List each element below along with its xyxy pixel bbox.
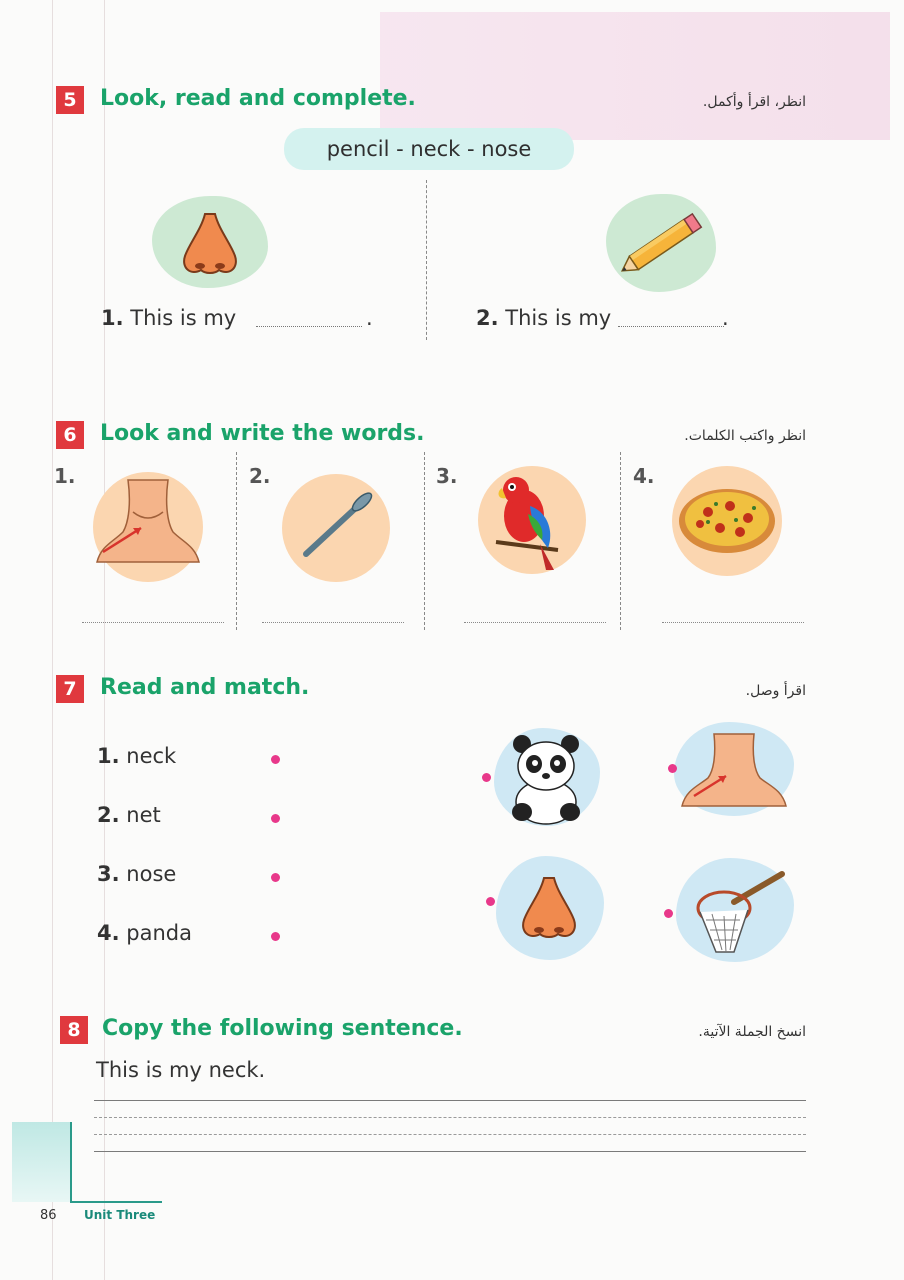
margin-line-right: [104, 0, 105, 1280]
exercise-6-badge: 6: [56, 421, 84, 449]
exercise-5-divider: [426, 180, 427, 340]
pencil-icon: [612, 212, 712, 276]
exercise-5-badge: 5: [56, 86, 84, 114]
match-word-3-number: 3.: [97, 862, 120, 886]
exercise-5-item-2-end: .: [722, 306, 729, 330]
copy-line-bottom: [94, 1151, 806, 1152]
header-banner: [380, 12, 890, 140]
exercise-7-badge: 7: [56, 675, 84, 703]
exercise-5-item-1-number: 1.: [101, 306, 124, 330]
exercise-5-item-2: [476, 306, 611, 330]
exercise-8-title: Copy the following sentence.: [102, 1016, 463, 1041]
footer-horizontal-rule: [70, 1201, 162, 1203]
match-dot-nose[interactable]: [486, 897, 495, 906]
match-dot-net[interactable]: [664, 909, 673, 918]
exercise-6-item-4-number: 4.: [633, 464, 655, 488]
copy-sentence: This is my neck.: [96, 1058, 266, 1082]
parrot-icon: [478, 466, 586, 574]
neck-match-icon: [680, 730, 788, 812]
match-word-3: [97, 862, 176, 886]
match-dot-word-2[interactable]: [271, 814, 280, 823]
net-icon: [690, 868, 790, 958]
copy-line-mid-2: [94, 1134, 806, 1135]
footer-vertical-rule: [70, 1122, 72, 1202]
exercise-6-answer-line-2[interactable]: [262, 622, 404, 623]
nail-icon: [282, 474, 390, 582]
exercise-6-item-1-number: 1.: [54, 464, 76, 488]
exercise-5-item-1-text: This is my: [130, 306, 237, 330]
match-dot-panda[interactable]: [482, 773, 491, 782]
exercise-6-answer-line-4[interactable]: [662, 622, 804, 623]
match-dot-word-1[interactable]: [271, 755, 280, 764]
pizza-icon: [672, 466, 782, 576]
exercise-5-item-2-text: This is my: [505, 306, 612, 330]
exercise-5-item-2-number: 2.: [476, 306, 499, 330]
match-dot-word-4[interactable]: [271, 932, 280, 941]
panda-icon: [500, 730, 592, 826]
exercise-5-title: Look, read and complete.: [100, 86, 416, 111]
copy-line-top[interactable]: [94, 1100, 806, 1101]
footer-decoration: [12, 1122, 72, 1202]
exercise-6-divider-2: [424, 452, 425, 630]
exercise-8-arabic-instruction: انسخ الجملة الآتية.: [698, 1024, 806, 1040]
exercise-6-item-2-number: 2.: [249, 464, 271, 488]
match-word-4-text: panda: [126, 921, 192, 945]
exercise-7-title: Read and match.: [100, 675, 310, 700]
page-number: 86: [40, 1208, 57, 1223]
exercise-5-blank-2[interactable]: [618, 326, 724, 327]
match-word-3-text: nose: [126, 862, 177, 886]
match-word-2-number: 2.: [97, 803, 120, 827]
match-dot-word-3[interactable]: [271, 873, 280, 882]
exercise-5-arabic-instruction: انظر، اقرأ وأكمل.: [702, 94, 806, 110]
match-word-2-text: net: [126, 803, 161, 827]
exercise-6-divider-1: [236, 452, 237, 630]
word-bank: pencil - neck - nose: [284, 128, 574, 170]
match-dot-neck[interactable]: [668, 764, 677, 773]
exercise-6-divider-3: [620, 452, 621, 630]
match-word-4: [97, 921, 192, 945]
exercise-5-item-1: [101, 306, 236, 330]
match-word-1-number: 1.: [97, 744, 120, 768]
margin-line-left: [52, 0, 53, 1280]
match-word-4-number: 4.: [97, 921, 120, 945]
neck-icon: [93, 472, 203, 582]
exercise-8-badge: 8: [60, 1016, 88, 1044]
exercise-6-answer-line-3[interactable]: [464, 622, 606, 623]
exercise-6-arabic-instruction: انظر واكتب الكلمات.: [684, 428, 806, 444]
copy-line-mid-1: [94, 1117, 806, 1118]
unit-label: Unit Three: [84, 1208, 156, 1222]
nose-icon: [175, 210, 245, 278]
exercise-5-item-1-end: .: [366, 306, 373, 330]
exercise-6-title: Look and write the words.: [100, 421, 425, 446]
match-word-2: [97, 803, 161, 827]
match-word-1-text: neck: [126, 744, 177, 768]
exercise-6-item-3-number: 3.: [436, 464, 458, 488]
nose-match-icon: [514, 872, 584, 944]
match-word-1: [97, 744, 176, 768]
exercise-5-blank-1[interactable]: [256, 326, 362, 327]
exercise-6-answer-line-1[interactable]: [82, 622, 224, 623]
exercise-7-arabic-instruction: اقرأ وصل.: [745, 683, 806, 699]
